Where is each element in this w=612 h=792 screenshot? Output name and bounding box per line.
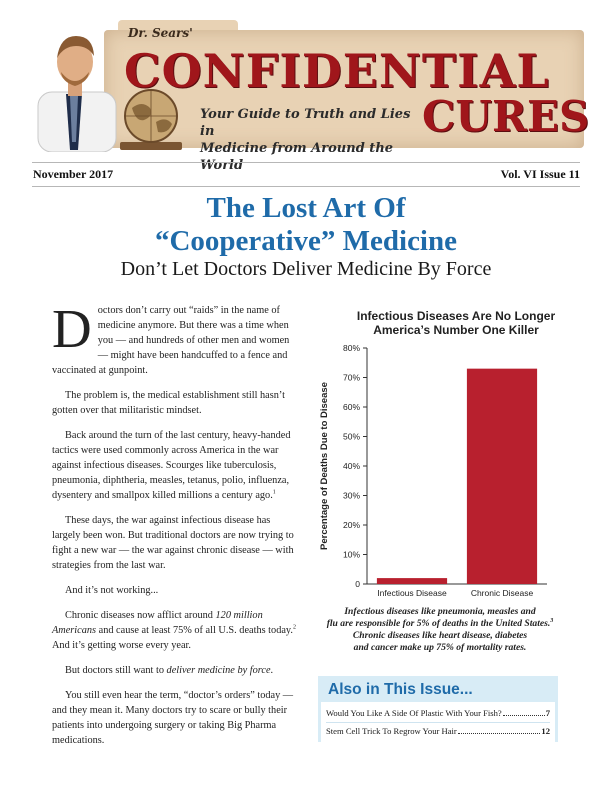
paragraph-text: octors don’t carry out “raids” in the name of medicine anymore. But there was a time when you — and hundreds of other men and women — might have been handcuffed to a fence and vaccinated at gunpoint. <box>52 305 290 376</box>
brand-byline: Dr. Sears' <box>128 26 193 40</box>
x-category-label: Infectious Disease <box>377 588 447 598</box>
chart-bar <box>377 578 447 584</box>
issue-volume: Vol. VI Issue 11 <box>500 167 580 181</box>
toc-item-page: 12 <box>541 726 550 736</box>
tagline-line-2: Medicine from Around the World <box>200 141 394 173</box>
divider-top <box>32 162 580 163</box>
toc-item-title: Stem Cell Trick To Regrow Your Hair <box>326 726 457 736</box>
paragraph-text: Back around the turn of the last century, heavy-handed tactics were used commonly across America in the war against infectious diseases. Scourges like tuberculosis, pneumonia, diphtheria, measles, tetanus, polio, influenza, dysentery and smallpox killed millions a century ago. <box>52 430 291 501</box>
caption-line-3: and cancer make up 75% of mortality rates. <box>353 642 527 653</box>
brand-subtitle: CURES <box>422 92 590 141</box>
caption-text: flu are responsible for 5% of deaths in the United States. <box>326 618 551 629</box>
paragraph-text: Chronic diseases now afflict around <box>65 610 216 621</box>
chart-caption <box>319 606 561 654</box>
y-axis-title: Percentage of Deaths Due to Disease <box>319 382 330 550</box>
emphasis-text: deliver medicine by force <box>166 665 271 676</box>
article-paragraph <box>52 663 300 678</box>
article-paragraph: You still even hear the term, “doctor’s orders” today — and they mean it. Many doctors try to scare or bully their patients into undergoing surgery or taking Big Pharma medications. <box>52 690 294 746</box>
paragraph-text: . <box>270 665 274 676</box>
article-paragraph: These days, the war against infectious disease has largely been won. But traditional doctors are now trying to fight a new war — the war against chronic disease — with strategies from the last war. <box>52 515 294 571</box>
toc-item-title: Would You Like A Side Of Plastic With Your Fish? <box>326 708 502 718</box>
footnote-ref: 1 <box>272 489 276 496</box>
brand-title: CONFIDENTIAL <box>124 44 550 98</box>
toc-leader <box>503 715 545 716</box>
toc-leader <box>458 733 541 734</box>
y-tick-label: 10% <box>342 549 360 560</box>
y-tick-label: 0 <box>355 579 360 589</box>
masthead <box>0 0 612 173</box>
article-subhead: Don’t Let Doctors Deliver Medicine By Force <box>120 258 492 280</box>
brand-tagline <box>200 106 420 174</box>
chart-title <box>318 309 594 337</box>
paragraph-text: and cause at least 75% of all U.S. deaths today. <box>96 625 293 636</box>
footnote-ref: 3 <box>550 617 554 624</box>
chart-bar <box>467 369 537 584</box>
y-tick-label: 80% <box>342 343 360 353</box>
issue-date: November 2017 <box>33 167 114 181</box>
divider-bottom <box>32 186 580 187</box>
headline-line-1: The Lost Art Of <box>206 192 406 224</box>
also-in-issue-list <box>321 702 555 743</box>
mortality-bar-chart <box>315 338 555 600</box>
toc-item[interactable] <box>326 722 550 740</box>
footnote-ref: 2 <box>292 624 296 631</box>
article-paragraph <box>52 298 300 378</box>
chart-title-line-1: Infectious Diseases Are No Longer <box>356 309 556 323</box>
paragraph-text: But doctors still want to <box>65 665 167 676</box>
article-paragraph <box>52 428 300 503</box>
article-paragraph: The problem is, the medical establishment still hasn’t gotten over that militaristic mindset. <box>52 390 286 416</box>
caption-line-1: Infectious diseases like pneumonia, measles and <box>344 606 536 617</box>
chart-title-line-2: America’s Number One Killer <box>373 323 539 337</box>
emphasis-text: 120 million Americans <box>52 610 263 636</box>
also-in-issue-title: Also in This Issue... <box>328 681 473 698</box>
tagline-line-1: Your Guide to Truth and Lies in <box>200 107 411 139</box>
drop-cap: D <box>52 298 92 359</box>
paragraph-text: And it’s getting worse every year. <box>52 640 191 651</box>
y-tick-label: 40% <box>342 461 360 471</box>
y-tick-label: 60% <box>342 402 360 412</box>
article-body <box>52 298 300 758</box>
author-portrait <box>30 22 120 152</box>
article-headline <box>0 192 612 258</box>
article-paragraph: And it’s not working... <box>65 585 159 596</box>
y-tick-label: 70% <box>342 372 360 383</box>
y-tick-label: 30% <box>342 490 360 501</box>
y-tick-label: 20% <box>342 520 360 530</box>
caption-line-2 <box>319 618 561 642</box>
x-category-label: Chronic Disease <box>470 588 534 598</box>
y-tick-label: 50% <box>342 431 360 442</box>
toc-item-page: 7 <box>545 708 550 718</box>
caption-text: Chronic diseases like heart disease, diabetes <box>352 630 528 641</box>
toc-item[interactable] <box>326 705 550 722</box>
also-in-issue-box <box>318 676 558 742</box>
article-paragraph <box>52 608 300 653</box>
headline-line-2: “Cooperative” Medicine <box>154 225 457 257</box>
